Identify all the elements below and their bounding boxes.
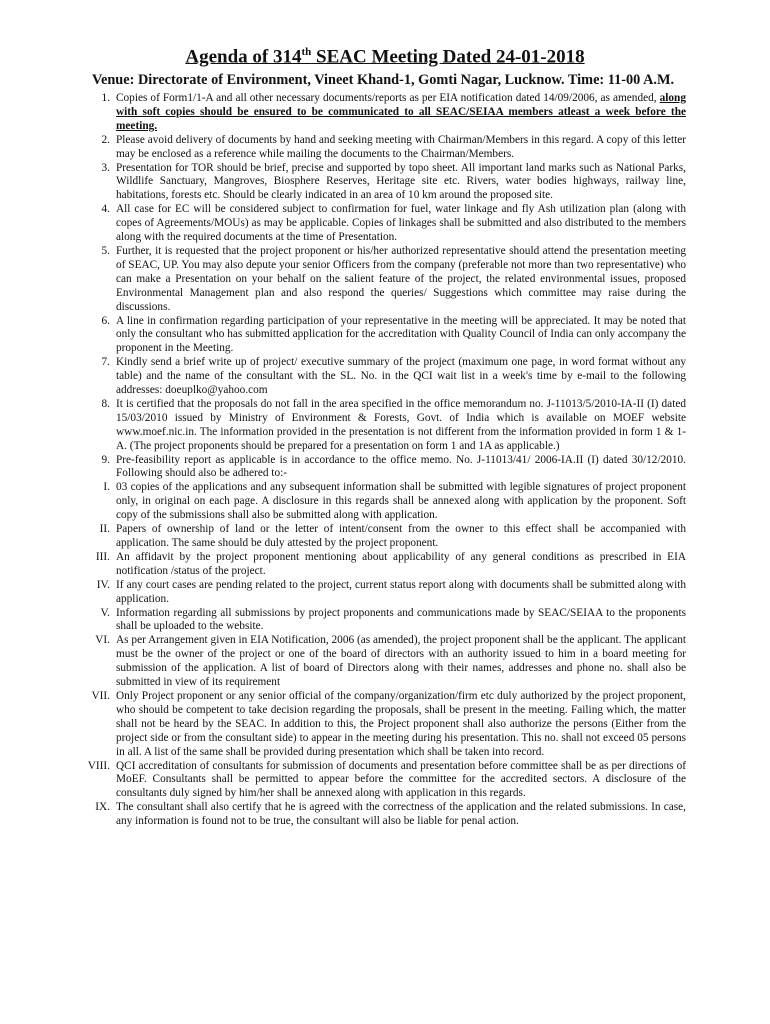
item-number: II. — [99, 523, 110, 536]
list-item — [101, 314, 686, 357]
item-number: 5. — [101, 244, 110, 257]
item-number: 9. — [101, 453, 110, 466]
item-number: IX. — [95, 801, 110, 814]
item-text: Pre-feasibility report as applicable is in accordance to the office memo. No. J-11013/41/ 2006-IA.II (I) dated 30/12/2010. Following should also be adhered to:- — [116, 453, 686, 480]
list-item — [95, 634, 686, 690]
list-item — [91, 689, 686, 760]
item-number: 2. — [101, 133, 110, 146]
title-superscript: th — [301, 46, 312, 58]
agenda-list — [87, 92, 686, 829]
list-item — [101, 133, 686, 162]
item-number: 3. — [101, 161, 110, 174]
item-text: Further, it is requested that the project proponent or his/her authorized representative should attend the presentation meeting of SEAC, UP. You may also depute your senior Officers from the company (preferable not more than two representative) who can make a Presentation on your behalf on the salient feature of the project, the related environmental issues, proposed Environmental Management plan and also respond the queries/ Suggestions which committee may raise during the discussions. — [116, 244, 686, 313]
item-text: If any court cases are pending related to the project, current status report along with documents shall be submitted along with application. — [116, 578, 686, 605]
list-item — [100, 606, 686, 635]
item-emphasis: along with soft copies should be ensured to be communicated to all SEAC/SEIAA members atleast a week before the meeting. — [116, 92, 686, 132]
list-item — [101, 92, 686, 134]
item-text: Only Project proponent or any senior official of the company/organization/firm etc duly authorized by the project proponent, who should be competent to take decision regarding the proposals, shall be present in the meeting. Failing which, the matter shall not be heard by the SEAC. In addition to this, the Project proponent shall also authorize the persons (Either from the project side or from the consultant side) to appear in the meeting during his presentation. This no. shall not exceed 05 persons in all. A list of the same shall be provided during presentation which shall be taken into record. — [116, 689, 686, 758]
item-number: 8. — [101, 397, 110, 410]
venue-line: Venue: Directorate of Environment, Vineet Khand-1, Gomti Nagar, Lucknow. Time: 11-00 A.M. — [92, 72, 675, 88]
list-item — [96, 578, 686, 607]
item-text: QCI accreditation of consultants for submission of documents and presentation before committee shall be as per directions of MoEF. Consultants shall be permitted to appear before the committee for the accredited sectors. A disclosure of the consultants duly signed by him/her shall be annexed along with application in this regards. — [116, 759, 686, 800]
list-item — [95, 550, 686, 579]
item-number: V. — [100, 606, 110, 619]
item-text: Copies of Form1/1-A and all other necessary documents/reports as per EIA notification dated 14/09/2006, as amended, — [116, 92, 660, 104]
list-item — [87, 759, 686, 802]
item-text: Papers of ownership of land or the letter of intent/consent from the owner to this effect shall be accompanied with application. The same should be duly attested by the project proponent. — [116, 523, 686, 549]
item-number: VI. — [95, 634, 110, 647]
list-item — [95, 801, 686, 829]
title-text: Agenda of 314 — [185, 46, 302, 68]
list-item — [103, 481, 686, 523]
item-text: The consultant shall also certify that he is agreed with the correctness of the application and the related submissions. In case, any information is found not to be true, the consultant will also be liable for penal action. — [116, 801, 686, 828]
list-item — [99, 523, 686, 551]
item-text: All case for EC will be considered subject to confirmation for fuel, water linkage and fly Ash utilization plan (along with copes of Agreements/MOUs) as may be applicable. Copies of linkages shall be submitted and also distributed to the members along with the required documents at the time of Presentation. — [116, 203, 686, 244]
item-number: I. — [103, 481, 110, 494]
item-number: 6. — [101, 314, 110, 327]
item-number: 4. — [101, 203, 110, 216]
title-date: SEAC Meeting Dated 24-01-2018 — [311, 46, 585, 68]
list-item — [101, 203, 686, 245]
item-text: Presentation for TOR should be brief, precise and supported by topo sheet. All important land marks such as National Parks, Wildlife Sanctuary, Mangroves, Biosphere Reserves, Heritage site etc. Rivers, water bodies highways, railway line, habitations, forests etc. Should be clearly indicated in an area of 10 km around the proposed site. — [116, 161, 686, 202]
item-text: Please avoid delivery of documents by hand and seeking meeting with Chairman/Members in this regard. A copy of this letter may be enclosed as a reference while mailing the documents to the Chairman/Members. — [116, 133, 686, 160]
item-text: A line in confirmation regarding participation of your representative in the meeting will be appreciated. It may be noted that only the consultant who has submitted application for the accreditation with Quality Council of India can only accompany the proponent in the Meeting. — [116, 314, 686, 355]
item-text: It is certified that the proposals do not fall in the area specified in the office memorandum no. J-11013/5/2010-IA-II (I) dated 15/03/2010 issued by Ministry of Environment & Forests, Govt. of India which is available on MOEF website www.moef.nic.in. The information provided in the presentation is not different from the information provided in form 1 & 1-A. (The project proponents should be prepared for a presentation on form 1 and 1A as applicable.) — [116, 397, 686, 452]
item-number: VIII. — [87, 759, 110, 772]
item-number: III. — [95, 550, 110, 563]
list-item — [101, 161, 686, 204]
list-item — [101, 244, 686, 315]
list-item — [101, 397, 686, 454]
item-number: 7. — [101, 356, 110, 369]
item-text: 03 copies of the applications and any subsequent information shall be submitted with legible signatures of project proponent only, in original on each page. A disclosure in this regards shall be annexed along with application by the proponent. Soft copy of the submissions shall also be submitted along with application. — [116, 481, 686, 522]
item-number: VII. — [91, 689, 110, 702]
item-text: An affidavit by the project proponent mentioning about applicability of any general conditions as prescribed in EIA notification /status of the project. — [116, 550, 686, 577]
list-item — [101, 453, 686, 482]
item-text: Information regarding all submissions by project proponents and communications made by SEAC/SEIAA to the proponents shall be uploaded to the website. — [116, 606, 686, 633]
list-item — [101, 356, 686, 398]
item-text: Kindly send a brief write up of project/ executive summary of the project (maximum one page, in word format without any table) and the name of the consultant with the SL. No. in the QCI wait list in a week's time by e-mail to the following addresses: doeuplko@yahoo.com — [116, 356, 686, 397]
item-number: 1. — [101, 92, 110, 104]
item-text: As per Arrangement given in EIA Notification, 2006 (as amended), the project proponent shall be the applicant. The applicant must be the owner of the project or one of the board of directors with an authority issued to him in a board meeting for submission of the application. A list of board of Directors along with their names, addresses and phone no. shall also be submitted in view of its requirement — [116, 634, 686, 689]
page-title — [0, 46, 770, 68]
item-number: IV. — [96, 578, 110, 591]
